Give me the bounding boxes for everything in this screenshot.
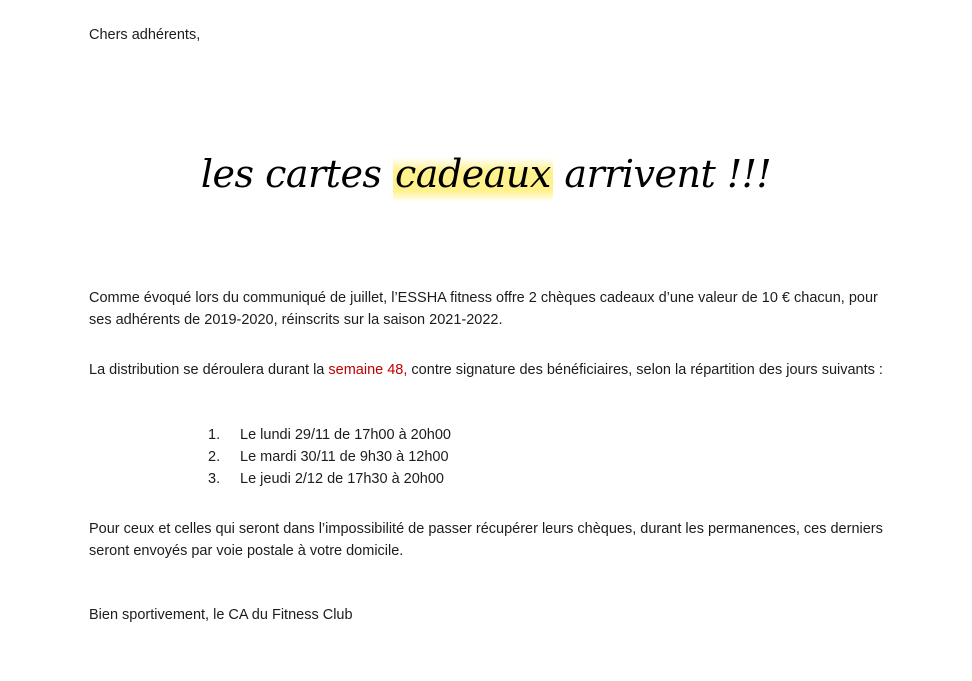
intro-paragraph: Comme évoqué lors du communiqué de juillet, l’ESSHA fitness offre 2 chèques cadeaux d’une valeur de 10 € chacun, pour ses adhérents de 2019-2020, réinscrits sur la saison 2021-2022.	[89, 290, 878, 328]
schedule-list	[208, 424, 451, 490]
list-item	[208, 424, 451, 446]
list-item	[208, 468, 451, 490]
distribution-text-before: La distribution se déroulera durant la	[89, 362, 329, 378]
list-item	[208, 446, 451, 468]
list-item-text: Le mardi 30/11 de 9h30 à 12h00	[240, 449, 449, 465]
distribution-text-after: contre signature des bénéficiaires, selon la répartition des jours suivants :	[407, 362, 883, 378]
title-after: arrivent !!!	[552, 152, 772, 196]
list-item-text: Le jeudi 2/12 de 17h30 à 20h00	[240, 471, 444, 487]
list-item-text: Le lundi 29/11 de 17h00 à 20h00	[240, 427, 451, 443]
title-before: les cartes	[200, 152, 394, 196]
greeting: Chers adhérents,	[89, 27, 201, 43]
page-title	[0, 146, 972, 202]
list-item-number: 3.	[208, 471, 221, 487]
week-highlight: semaine 48,	[328, 362, 408, 378]
closing-signature: Bien sportivement, le CA du Fitness Club	[89, 607, 353, 623]
list-item-number: 2.	[208, 449, 221, 465]
list-item-number: 1.	[208, 427, 221, 443]
title-highlight: cadeaux	[393, 146, 553, 202]
distribution-paragraph	[89, 359, 889, 381]
postal-paragraph: Pour ceux et celles qui seront dans l’impossibilité de passer récupérer leurs chèques, durant les permanences, ces derniers seront envoyés par voie postale à votre domicile.	[89, 521, 883, 559]
